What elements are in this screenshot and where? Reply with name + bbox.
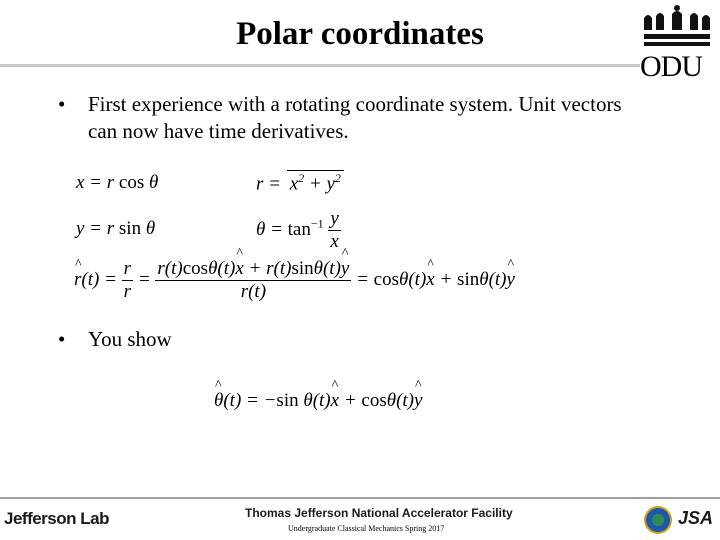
odu-logo-text: ODU [640,50,702,83]
bullet-text: You show [88,327,172,351]
jefferson-lab-logo: Jefferson Lab [4,509,109,528]
slide-title: Polar coordinates [236,16,484,52]
equation-theta: $\theta = \tan^{-1}$ $\frac{y}{x}$ [256,208,339,252]
course-caption: Undergraduate Classical Mechanics Spring 2017 [288,524,445,533]
equation-x: x = r cos θ [76,172,159,193]
equation-y: y = r sin θ [76,218,156,239]
equation-thetahat: ^ θ(t) = −sin θ(t)^ x + cosθ(t)^ y [214,390,422,412]
facility-name: Thomas Jefferson National Accelerator Facility [245,506,513,520]
equation-r: $r = x^2 + y^2$ [256,170,344,195]
title-divider [0,64,640,67]
bullet-marker: • [58,92,66,116]
doe-seal-icon [644,506,672,534]
bullet-text: First experience with a rotating coordinate system. Unit vectors can now have time derivatives. [88,92,622,143]
footer-divider [0,497,720,499]
equation-rhat: ^ r(t) = $\frac{r}{r}$ = $\frac{r(t)\cos\theta(t)\^{} x + r(t)\sin\theta(t)\^{} y}{r(t)}$ = cosθ(t)^ x + sinθ(t)^ y [74,258,515,303]
jsa-logo: JSA [678,508,714,528]
bullet-marker: • [58,327,66,351]
